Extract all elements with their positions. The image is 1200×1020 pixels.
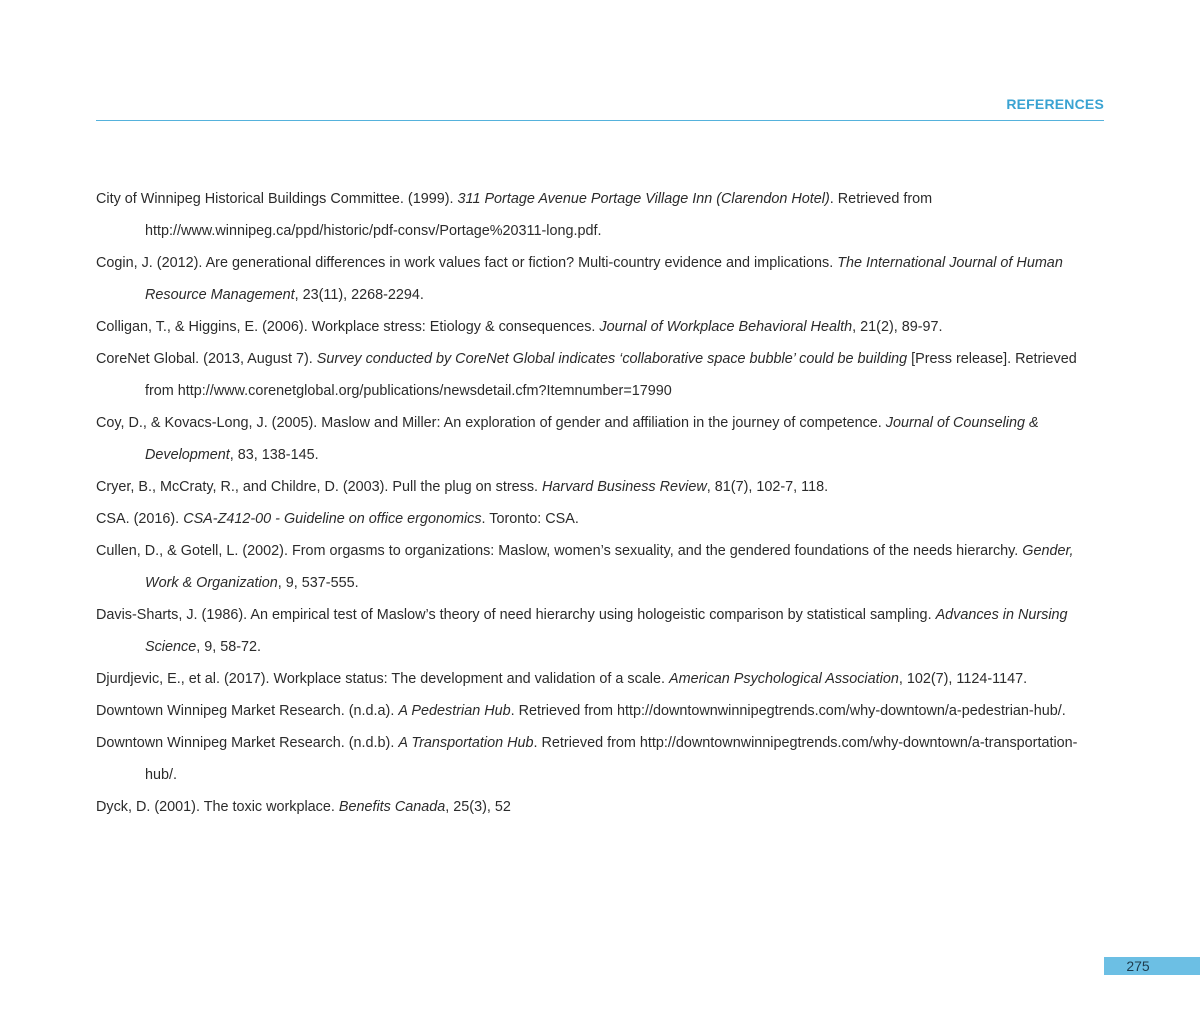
reference-title: The International Journal of Human Resource Management [145,255,1063,303]
reference-item [96,407,1106,471]
reference-title: A Pedestrian Hub [398,703,511,719]
reference-text: . Retrieved from http://downtownwinnipegtrends.com/why-downtown/a-transportation-hub/. [145,735,1078,783]
reference-list [96,183,1106,823]
reference-title: Journal of Counseling & Development [145,415,1039,463]
reference-title: Advances in Nursing Science [145,607,1068,655]
reference-text: , 9, 58-72. [196,639,262,655]
reference-text: . Toronto: CSA. [481,511,579,527]
reference-title: Benefits Canada [338,799,446,815]
reference-text: Davis-Sharts, J. (1986). An empirical test of Maslow’s theory of need hierarchy using hologeistic comparison by statistical sampling. [96,607,936,623]
reference-text: CoreNet Global. (2013, August 7). [96,351,317,367]
reference-text: Djurdjevic, E., et al. (2017). Workplace status: The development and validation of a scale. [96,671,669,687]
reference-text: . Retrieved from http://www.winnipeg.ca/ppd/historic/pdf-consv/Portage%20311-long.pdf. [145,191,933,239]
reference-text: Downtown Winnipeg Market Research. (n.d.b). [96,735,399,751]
reference-text: , 23(11), 2268-2294. [294,287,424,303]
page-number: 275 [1126,958,1150,974]
reference-item [96,695,1106,727]
reference-title: 311 Portage Avenue Portage Village Inn (Clarendon Hotel) [457,191,830,207]
reference-title: Journal of Workplace Behavioral Health [599,319,853,335]
reference-item [96,311,1106,343]
reference-text: Colligan, T., & Higgins, E. (2006). Workplace stress: Etiology & consequences. [96,319,600,335]
header-divider [96,120,1104,121]
reference-text: Downtown Winnipeg Market Research. (n.d.a). [96,703,399,719]
reference-item [96,247,1106,311]
reference-text: City of Winnipeg Historical Buildings Committee. (1999). [96,191,458,207]
reference-text: . Retrieved from http://downtownwinnipegtrends.com/why-downtown/a-pedestrian-hub/. [510,703,1066,719]
reference-item [96,663,1106,695]
reference-title: A Transportation Hub [398,735,534,751]
reference-text: Dyck, D. (2001). The toxic workplace. [96,799,339,815]
reference-title: Harvard Business Review [542,479,707,495]
reference-item [96,727,1106,791]
reference-text: [Press release]. Retrieved from http://www.corenetglobal.org/publications/newsdetail.cfm?Itemnumber=17990 [145,351,1077,399]
reference-text: Coy, D., & Kovacs-Long, J. (2005). Maslow and Miller: An exploration of gender and affiliation in the journey of competence. [96,415,886,431]
reference-text: Cullen, D., & Gotell, L. (2002). From orgasms to organizations: Maslow, women’s sexuality, and the gendered foundations of the needs hierarchy. [96,543,1023,559]
reference-title: Gender, Work & Organization [145,543,1074,591]
reference-text: , 9, 537-555. [277,575,359,591]
reference-title: Survey conducted by CoreNet Global indicates ‘collaborative space bubble’ could be building [316,351,908,367]
reference-text: CSA. (2016). [96,511,184,527]
reference-item [96,183,1106,247]
reference-item [96,535,1106,599]
reference-item [96,599,1106,663]
reference-title: CSA-Z412-00 - Guideline on office ergonomics [183,511,482,527]
reference-item [96,503,1106,535]
reference-text: , 25(3), 52 [445,799,511,815]
reference-text: , 102(7), 1124-1147. [898,671,1028,687]
reference-title: American Psychological Association [669,671,899,687]
reference-text: Cryer, B., McCraty, R., and Childre, D. (2003). Pull the plug on stress. [96,479,543,495]
reference-item [96,471,1106,503]
reference-text: , 83, 138-145. [229,447,319,463]
reference-item [96,791,1106,823]
reference-text: , 21(2), 89-97. [852,319,943,335]
reference-text: , 81(7), 102-7, 118. [706,479,829,495]
reference-item [96,343,1106,407]
reference-text: Cogin, J. (2012). Are generational differences in work values fact or fiction? Multi-country evidence and implications. [96,255,838,271]
section-title: REFERENCES [1006,96,1104,112]
